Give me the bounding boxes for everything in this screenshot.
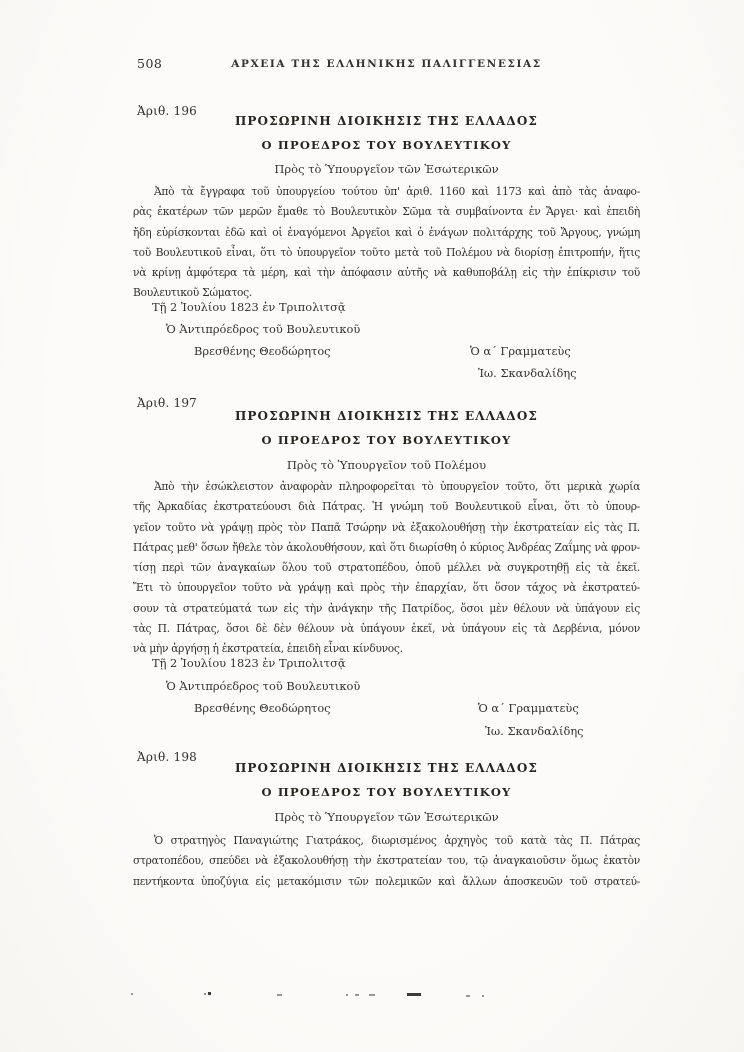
scan-artifact <box>466 995 470 997</box>
scan-artifact <box>355 994 359 996</box>
body-line: Ἔτι τὸ ὑπουργεῖον τοῦτο νὰ γράψῃ καὶ πρὸς τὴν ἐπαρχίαν, ὅτι ὅσον τάχος νὰ ἐκστρατεύ- <box>133 581 640 595</box>
body-line: τοῦ Βουλευτικοῦ εἶναι, ὅτι τὸ ὑπουργεῖον τοῦτο μετὰ τοῦ Πολέμου νὰ διορίσῃ ἐπιτροπήν, ἥτις <box>133 245 640 259</box>
running-header-title: ΑΡΧΕΙΑ ΤΗΣ ΕΛΛΗΝΙΚΗΣ ΠΑΛΙΓΓΕΝΕΣΙΑΣ <box>231 58 542 70</box>
doc197-secretary-name: Ἰω. Σκανδαλίδης <box>485 724 584 738</box>
body-line: σουν τὰ στρατεύματά των εἰς τὴν ἀνάγκην τῆς Πατρίδος, ὅσοι μὲν θέλουν νὰ ὑπάγουν εἰς <box>133 601 640 615</box>
doc197-dateline: Τῇ 2 Ἰουλίου 1823 ἐν Τριπολιτσᾷ <box>152 656 346 670</box>
scan-artifact <box>204 993 206 995</box>
body-line: Βουλευτικοῦ Σώματος. <box>133 286 252 300</box>
doc198-issuer-heading: Ο ΠΡΟΕΔΡΟΣ ΤΟΥ ΒΟΥΛΕΥΤΙΚΟΥ <box>261 785 512 799</box>
scan-artifact <box>208 992 211 995</box>
scan-artifact <box>407 993 421 996</box>
doc197-body <box>133 477 640 660</box>
page-number: 508 <box>137 56 163 71</box>
body-line: τὰς Π. Πάτρας, ὅσοι δὲ δὲν θέλουν νὰ ὑπάγουν ἐκεῖ, νὰ ὑπάγουν εἰς τὰ Δερβένια, μόνον <box>133 622 640 636</box>
doc197-addressee: Πρὸς τὸ Ὑπουργεῖον τοῦ Πολέμου <box>286 458 487 472</box>
doc196-admin-heading: ΠΡΟΣΩΡΙΝΗ ΔΙΟΙΚΗΣΙΣ ΤΗΣ ΕΛΛΑΔΟΣ <box>235 114 538 128</box>
doc196-signer-name: Βρεσθένης Θεοδώρητος <box>194 344 331 358</box>
body-line: νὰ μὴν ἀργήσῃ ἡ ἐκστρατεία, ἐπειδὴ εἶναι κίνδυνος. <box>133 642 403 656</box>
doc197-secretary-title: Ὁ α΄ Γραμματεὺς <box>478 701 579 715</box>
doc196-issuer-heading: Ο ΠΡΟΕΔΡΟΣ ΤΟΥ ΒΟΥΛΕΥΤΙΚΟΥ <box>261 138 512 152</box>
doc196-dateline: Τῇ 2 Ἰουλίου 1823 ἐν Τριπολιτσᾷ <box>152 300 346 314</box>
scan-artifact <box>131 993 133 995</box>
body-line: γεῖον τοῦτο νὰ γράψῃ πρὸς τὸν Παπᾶ Τσώρην νὰ ἐξακολουθήσῃ τὴν ἐκστρατείαν εἰς τὰς Π. <box>133 520 640 534</box>
doc197-signer-title: Ὁ Ἀντιπρόεδρος τοῦ Βουλευτικοῦ <box>166 679 361 693</box>
body-line: πεντήκοντα ὑποζύγια εἰς μετακόμισιν τῶν πολεμικῶν καὶ ἄλλων ἀποσκευῶν τοῦ στρατεύ- <box>133 874 640 888</box>
document-number-196: Ἀριθ. 196 <box>137 104 197 118</box>
body-line: ἤδη εὑρίσκονται ἐδῶ καὶ οἱ ἐναγόμενοι Ἀργεῖοι καὶ ὁ ἐνάγων πολιτάρχης τοῦ Ἄργους, γνώμη <box>133 225 640 239</box>
doc196-secretary-title: Ὁ α΄ Γραμματεὺς <box>470 344 571 358</box>
scan-artifact <box>346 994 348 996</box>
body-line: Ἀπὸ τὰ ἔγγραφα τοῦ ὑπουργείου τούτου ὑπ' ἀριθ. 1160 καὶ 1173 καὶ ἀπὸ τὰς ἀναφο- <box>154 185 640 198</box>
doc198-addressee: Πρὸς τὸ Ὑπουργεῖον τῶν Ἐσωτερικῶν <box>274 810 499 824</box>
doc196-body <box>133 182 640 304</box>
body-line: Ὁ στρατηγὸς Παναγιώτης Γιατράκος, διωρισμένος ἀρχηγὸς τοῦ κατὰ τὰς Π. Πάτρας <box>154 834 640 847</box>
body-line: στρατοπέδου, σπεύδει νὰ ἐξακολουθήσῃ τὴν ἐκστρατείαν του, τῷ ἀναγκαιοῦσιν ὅμως ἑκατὸν <box>133 854 640 868</box>
doc196-signer-title: Ὁ Ἀντιπρόεδρος τοῦ Βουλευτικοῦ <box>166 322 361 336</box>
doc198-admin-heading: ΠΡΟΣΩΡΙΝΗ ΔΙΟΙΚΗΣΙΣ ΤΗΣ ΕΛΛΑΔΟΣ <box>235 761 538 775</box>
doc197-issuer-heading: Ο ΠΡΟΕΔΡΟΣ ΤΟΥ ΒΟΥΛΕΥΤΙΚΟΥ <box>261 433 512 447</box>
body-line: νὰ κρίνῃ ἀμφότερα τὰ μέρη, καὶ τὴν ἀπόφασιν αὐτῆς νὰ καθυποβάλῃ εἰς τὴν ἐπίκρισιν τοῦ <box>133 266 640 280</box>
body-line: τῆς Ἀρκαδίας ἐκστρατεύουσι διὰ Πάτρας. Ἡ γνώμη τοῦ Βουλευτικοῦ εἶναι, ὅτι τὸ ὑπουρ- <box>133 500 640 514</box>
scan-artifact <box>277 994 282 996</box>
document-number-198: Ἀριθ. 198 <box>137 750 197 764</box>
document-number-197: Ἀριθ. 197 <box>137 396 197 410</box>
scan-artifact <box>369 994 375 996</box>
doc197-admin-heading: ΠΡΟΣΩΡΙΝΗ ΔΙΟΙΚΗΣΙΣ ΤΗΣ ΕΛΛΑΔΟΣ <box>235 409 538 423</box>
doc197-signer-name: Βρεσθένης Θεοδώρητος <box>194 701 331 715</box>
doc198-body <box>133 831 640 892</box>
doc196-addressee: Πρὸς τὸ Ὑπουργεῖον τῶν Ἐσωτερικῶν <box>274 162 499 176</box>
body-line: ρὰς ἑκατέρων τῶν μερῶν ἔμαθε τὸ Βουλευτικὸν Σῶμα τὰ συμβαίνοντα ἐν Ἄργει· καὶ ἐπειδὴ <box>133 205 640 219</box>
body-line: τίσῃ περὶ τῶν ἀναγκαίων ὅλου τοῦ στρατοπέδου, ὁποῦ μέλλει νὰ συγκροτηθῇ εἰς τὰ ἐκεῖ. <box>133 561 640 575</box>
scan-artifact <box>482 995 484 997</box>
body-line: Πάτρας μεθ' ὅσων ἤθελε τὸν ἀκολουθήσουν, καὶ ὅτι διωρίσθη ὁ κύριος Ἀνδρέας Ζαΐμης νὰ φρον- <box>133 540 640 554</box>
doc196-secretary-name: Ἰω. Σκανδαλίδης <box>478 366 577 380</box>
body-line: Ἀπὸ τὴν ἐσώκλειστον ἀναφορὰν πληροφορεῖται τὸ ὑπουργεῖον τοῦτο, ὅτι μερικὰ χωρία <box>154 480 640 493</box>
